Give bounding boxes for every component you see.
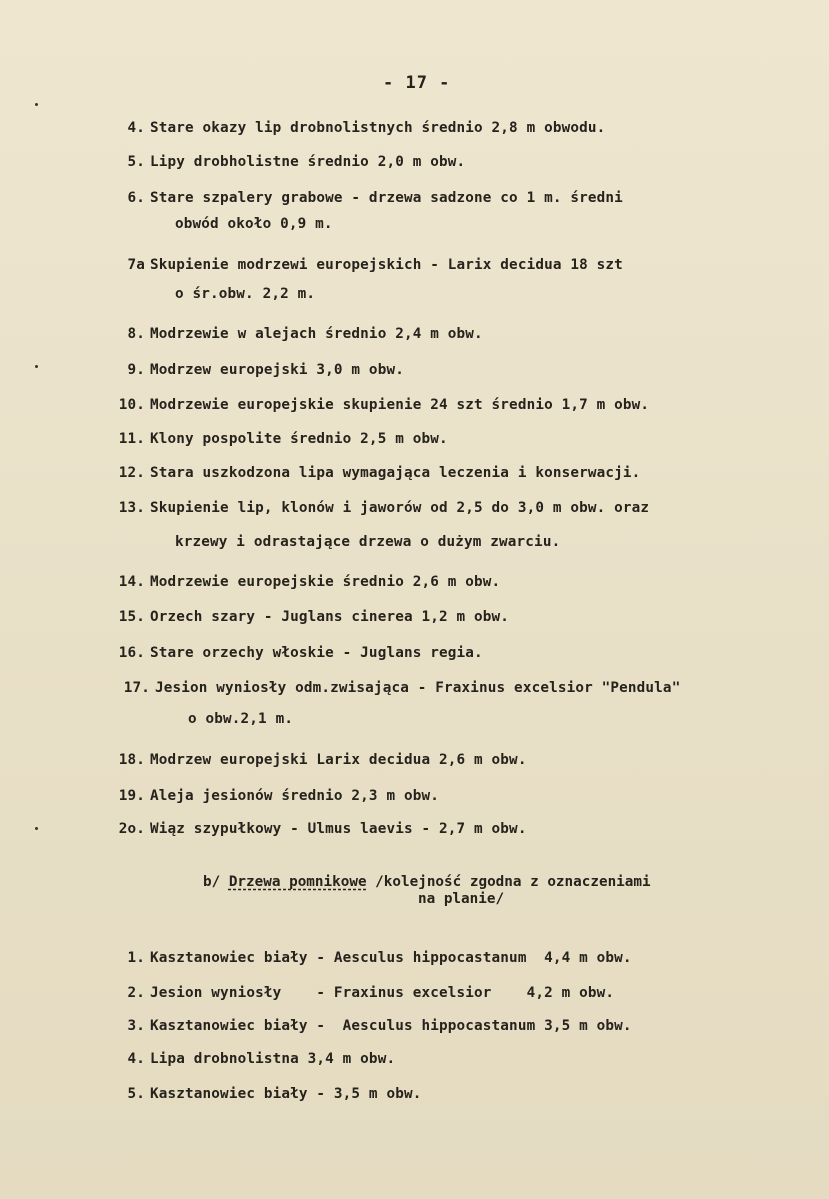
list-item-continuation: o śr.obw. 2,2 m.	[175, 286, 316, 302]
list-item-continuation: krzewy i odrastające drzewa o dużym zwarciu.	[175, 534, 561, 550]
list-item: 4. Stare okazy lip drobnolistnych średnio 2,8 m obwodu.	[127, 120, 606, 136]
list-item-continuation: o obw.2,1 m.	[188, 711, 294, 727]
list-item-continuation: obwód około 0,9 m.	[175, 216, 333, 232]
list-item: 8. Modrzewie w alejach średnio 2,4 m obw.	[127, 326, 483, 342]
list-item: 6. Stare szpalery grabowe - drzewa sadzone co 1 m. średni	[127, 190, 623, 206]
list-item: 13. Skupienie lip, klonów i jaworów od 2,5 do 3,0 m obw. oraz	[118, 500, 650, 516]
list-item: 5. Lipy drobholistne średnio 2,0 m obw.	[127, 154, 466, 170]
section-heading: b/ Drzewa pomnikowe /kolejność zgodna z oznaczeniami	[203, 874, 651, 890]
list-item: 2o. Wiąz szypułkowy - Ulmus laevis - 2,7 m obw.	[118, 821, 527, 837]
margin-dot	[35, 103, 38, 106]
monument-tree-item: 5. Kasztanowiec biały - 3,5 m obw.	[127, 1086, 422, 1102]
monument-tree-item: 1. Kasztanowiec biały - Aesculus hippocastanum 4,4 m obw.	[127, 950, 632, 966]
list-item: 17. Jesion wyniosły odm.zwisająca - Fraxinus excelsior "Pendula"	[123, 680, 681, 696]
list-item: 9. Modrzew europejski 3,0 m obw.	[127, 362, 404, 378]
monument-tree-item: 2. Jesion wyniosły - Fraxinus excelsior 4,2 m obw.	[127, 985, 615, 1001]
section-title: Drzewa pomnikowe	[228, 874, 367, 890]
page-number: - 17 -	[383, 73, 451, 93]
margin-dot	[35, 365, 38, 368]
list-item: 16. Stare orzechy włoskie - Juglans regia.	[118, 645, 483, 661]
margin-dot	[35, 827, 38, 830]
section-heading-continuation: na planie/	[418, 891, 505, 907]
monument-tree-item: 3. Kasztanowiec biały - Aesculus hippocastanum 3,5 m obw.	[127, 1018, 632, 1034]
list-item: 10. Modrzewie europejskie skupienie 24 szt średnio 1,7 m obw.	[118, 397, 650, 413]
list-item: 11. Klony pospolite średnio 2,5 m obw.	[118, 431, 448, 447]
list-item: 15. Orzech szary - Juglans cinerea 1,2 m obw.	[118, 609, 510, 625]
list-item: 7a Skupienie modrzewi europejskich - Larix decidua 18 szt	[127, 257, 623, 273]
list-item: 14. Modrzewie europejskie średnio 2,6 m obw.	[118, 574, 501, 590]
list-item: 18. Modrzew europejski Larix decidua 2,6 m obw.	[118, 752, 527, 768]
list-item: 12. Stara uszkodzona lipa wymagająca leczenia i konserwacji.	[118, 465, 641, 481]
list-item: 19. Aleja jesionów średnio 2,3 m obw.	[118, 788, 439, 804]
monument-tree-item: 4. Lipa drobnolistna 3,4 m obw.	[127, 1051, 396, 1067]
